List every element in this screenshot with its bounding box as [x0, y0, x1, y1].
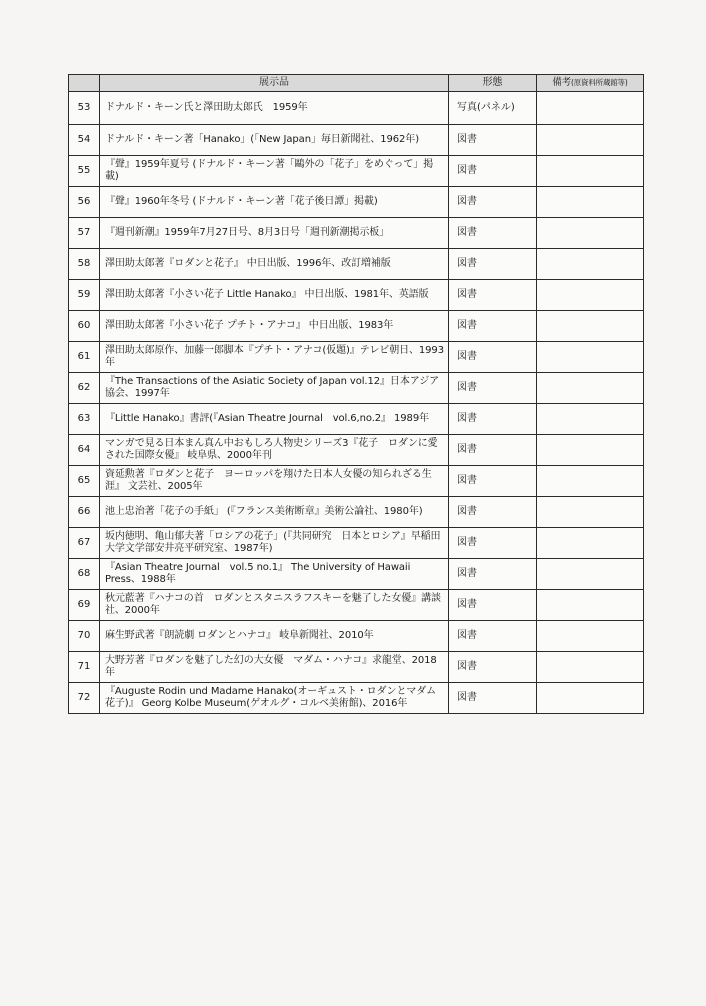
row-number: 67 [69, 528, 100, 559]
row-item: 澤田助太郎著『小さい花子 Little Hanako』 中日出版、1981年、英語版 [100, 280, 449, 311]
header-remarks-note: (原資料所蔵館等) [571, 78, 628, 87]
row-number: 61 [69, 342, 100, 373]
table-row [69, 218, 644, 249]
table-row [69, 590, 644, 621]
row-form: 図書 [449, 311, 537, 342]
table-body [69, 92, 644, 714]
row-number: 60 [69, 311, 100, 342]
row-item: 澤田助太郎著『ロダンと花子』 中日出版、1996年、改訂増補版 [100, 249, 449, 280]
table-row [69, 404, 644, 435]
table-row [69, 652, 644, 683]
row-number: 69 [69, 590, 100, 621]
row-item: 澤田助太郎原作、加藤一郎脚本『プチト・アナコ(仮題)』テレビ朝日、1993年 [100, 342, 449, 373]
row-item: ドナルド・キーン著「Hanako」(「New Japan」毎日新聞社、1962年) [100, 125, 449, 156]
row-remarks [537, 683, 644, 714]
row-item: マンガで見る日本まん真ん中おもしろ人物史シリーズ3『花子 ロダンに愛された国際女優』 岐阜県、2000年刊 [100, 435, 449, 466]
row-form: 図書 [449, 466, 537, 497]
row-form: 図書 [449, 156, 537, 187]
row-remarks [537, 249, 644, 280]
row-number: 68 [69, 559, 100, 590]
row-remarks [537, 125, 644, 156]
row-form: 図書 [449, 652, 537, 683]
row-item: 『Auguste Rodin und Madame Hanako(オーギュスト・ロダンとマダム花子)』 Georg Kolbe Museum(ゲオルグ・コルベ美術館)、2016年 [100, 683, 449, 714]
row-form: 図書 [449, 187, 537, 218]
row-number: 53 [69, 92, 100, 125]
row-form: 図書 [449, 280, 537, 311]
row-form: 図書 [449, 683, 537, 714]
row-remarks [537, 466, 644, 497]
row-item: 資延勲著『ロダンと花子 ヨーロッパを翔けた日本人女優の知られざる生涯』 文芸社、2005年 [100, 466, 449, 497]
table-row [69, 528, 644, 559]
row-number: 64 [69, 435, 100, 466]
row-remarks [537, 342, 644, 373]
table-row [69, 497, 644, 528]
row-remarks [537, 280, 644, 311]
header-number [69, 75, 100, 92]
row-form: 図書 [449, 435, 537, 466]
table-row [69, 311, 644, 342]
row-remarks [537, 559, 644, 590]
row-number: 70 [69, 621, 100, 652]
header-remarks-label: 備考 [552, 77, 572, 88]
row-number: 65 [69, 466, 100, 497]
row-form: 図書 [449, 590, 537, 621]
table-row [69, 280, 644, 311]
row-item: 『週刊新潮』1959年7月27日号、8月3日号「週刊新潮掲示板」 [100, 218, 449, 249]
row-item: 澤田助太郎著『小さい花子 プチト・アナコ』 中日出版、1983年 [100, 311, 449, 342]
header-remarks [537, 75, 644, 92]
row-remarks [537, 373, 644, 404]
row-number: 54 [69, 125, 100, 156]
table-row [69, 187, 644, 218]
row-form: 図書 [449, 218, 537, 249]
table-row [69, 342, 644, 373]
row-item: 大野芳著『ロダンを魅了した幻の大女優 マダム・ハナコ』求龍堂、2018年 [100, 652, 449, 683]
row-item: 麻生野武著『朗読劇 ロダンとハナコ』 岐阜新聞社、2010年 [100, 621, 449, 652]
table-row [69, 92, 644, 125]
table-row [69, 249, 644, 280]
row-item: 秋元藍著『ハナコの首 ロダンとスタニスラフスキーを魅了した女優』講談社、2000年 [100, 590, 449, 621]
row-remarks [537, 218, 644, 249]
row-number: 58 [69, 249, 100, 280]
table-row [69, 466, 644, 497]
row-number: 56 [69, 187, 100, 218]
row-item: 『聲』1960年冬号 (ドナルド・キーン著「花子後日譚」掲載) [100, 187, 449, 218]
row-remarks [537, 156, 644, 187]
row-number: 62 [69, 373, 100, 404]
exhibit-table [68, 74, 644, 714]
row-form: 図書 [449, 497, 537, 528]
table-row [69, 683, 644, 714]
row-form: 図書 [449, 125, 537, 156]
row-number: 71 [69, 652, 100, 683]
row-number: 63 [69, 404, 100, 435]
row-remarks [537, 528, 644, 559]
row-form: 写真(パネル) [449, 92, 537, 125]
row-remarks [537, 435, 644, 466]
row-item: ドナルド・キーン氏と澤田助太郎氏 1959年 [100, 92, 449, 125]
row-item: 坂内徳明、亀山郁夫著「ロシアの花子」(『共同研究 日本とロシア』早稲田大学文学部安井亮平研究室、1987年) [100, 528, 449, 559]
row-number: 72 [69, 683, 100, 714]
row-remarks [537, 404, 644, 435]
table-row [69, 435, 644, 466]
row-remarks [537, 590, 644, 621]
header-form: 形態 [449, 75, 537, 92]
row-remarks [537, 187, 644, 218]
row-number: 66 [69, 497, 100, 528]
row-number: 55 [69, 156, 100, 187]
row-remarks [537, 497, 644, 528]
row-item: 『聲』1959年夏号 (ドナルド・キーン著「鷗外の「花子」をめぐって」掲載) [100, 156, 449, 187]
row-form: 図書 [449, 249, 537, 280]
header-item: 展示品 [100, 75, 449, 92]
row-remarks [537, 311, 644, 342]
row-form: 図書 [449, 621, 537, 652]
table-header-row [69, 75, 644, 92]
table-row [69, 125, 644, 156]
row-remarks [537, 652, 644, 683]
table-row [69, 559, 644, 590]
row-remarks [537, 621, 644, 652]
row-number: 59 [69, 280, 100, 311]
row-item: 池上忠治著「花子の手紙」 (『フランス美術断章』美術公論社、1980年) [100, 497, 449, 528]
row-form: 図書 [449, 373, 537, 404]
row-item: 『The Transactions of the Asiatic Society of Japan vol.12』日本アジア協会、1997年 [100, 373, 449, 404]
row-number: 57 [69, 218, 100, 249]
row-form: 図書 [449, 559, 537, 590]
row-remarks [537, 92, 644, 125]
row-item: 『Asian Theatre Journal vol.5 no.1』 The University of Hawaii Press、1988年 [100, 559, 449, 590]
row-form: 図書 [449, 342, 537, 373]
row-form: 図書 [449, 528, 537, 559]
row-form: 図書 [449, 404, 537, 435]
row-item: 『Little Hanako』書評(『Asian Theatre Journal vol.6,no.2』 1989年 [100, 404, 449, 435]
table-row [69, 373, 644, 404]
table-row [69, 621, 644, 652]
table-row [69, 156, 644, 187]
